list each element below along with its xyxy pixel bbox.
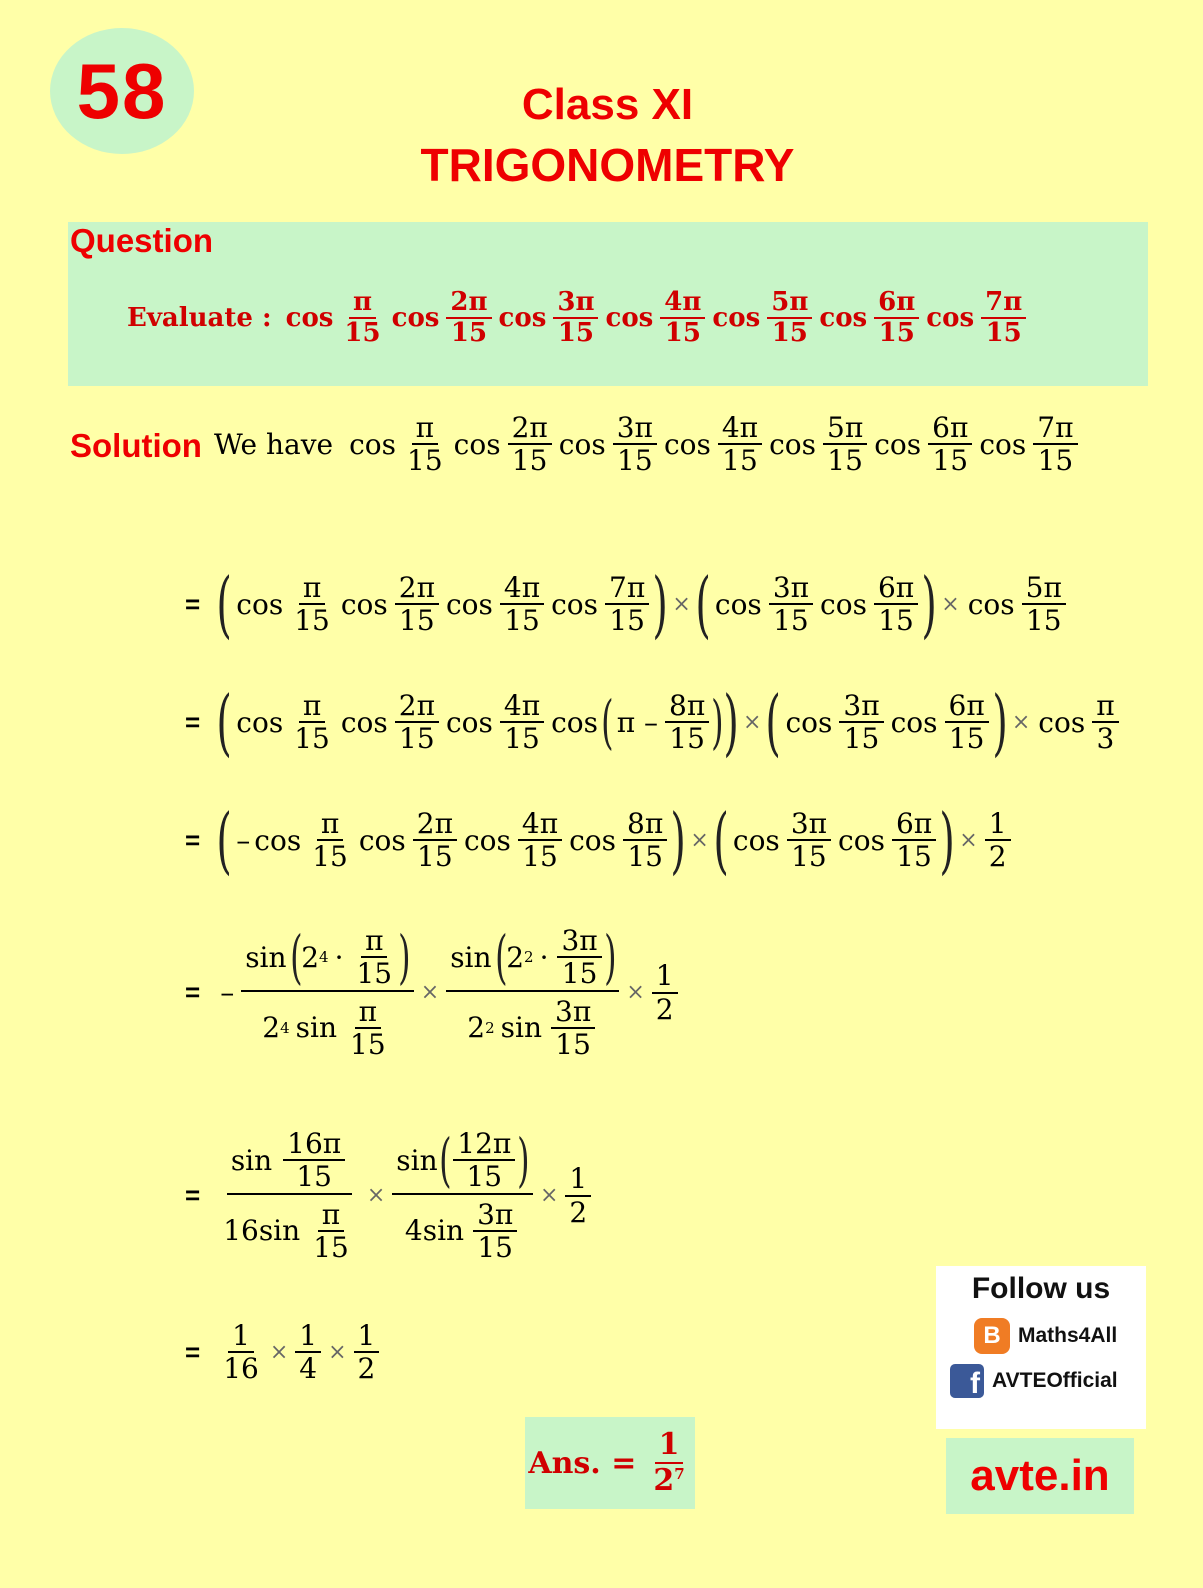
left-paren: ( xyxy=(289,923,303,992)
fraction: $\frac{2\pi}{15}$ xyxy=(508,412,552,477)
fraction: $\frac{4\pi}{15}$ xyxy=(518,808,562,873)
fraction: $\frac{3\pi}{15}$ xyxy=(787,808,831,873)
fraction: $\frac{7\pi}{15}$ xyxy=(605,572,649,637)
cos-fn: cos xyxy=(785,705,833,739)
base-two: 2 xyxy=(506,940,525,974)
sin-fn: sin xyxy=(450,940,492,974)
fraction: $\frac{1}{2}$ xyxy=(652,960,678,1025)
sin-fn: sin xyxy=(245,940,287,974)
fraction: $\frac{2\pi}{15}$ xyxy=(413,808,457,873)
cos-fn: cos xyxy=(890,705,938,739)
facebook-name: AVTEOfficial xyxy=(992,1369,1118,1392)
times-sign: × xyxy=(366,1183,386,1209)
fraction: $\frac{4\pi}{15}$ xyxy=(500,572,544,637)
fraction: $\frac{5\pi}{15}$ xyxy=(823,412,867,477)
cos-fn: cos xyxy=(358,823,406,857)
blogger-icon: B xyxy=(974,1318,1010,1354)
minus-sign: – xyxy=(220,976,235,1010)
cos-fn: cos xyxy=(605,303,654,334)
cos-fn: cos xyxy=(714,587,762,621)
fraction: $\frac{6\pi}{15}$ xyxy=(874,572,918,637)
facebook-icon: f xyxy=(950,1364,984,1398)
base-two: 2 xyxy=(301,940,320,974)
cos-fn: cos xyxy=(874,427,922,461)
step-5 xyxy=(185,1128,594,1263)
fraction: $\frac{7\pi}{15}$ xyxy=(981,288,1026,348)
fraction: $\frac{12\pi}{15}$ xyxy=(453,1128,515,1193)
cos-fn: cos xyxy=(551,705,599,739)
cos-fn: cos xyxy=(463,823,511,857)
cos-fn: cos xyxy=(558,427,606,461)
times-sign: × xyxy=(959,827,978,853)
facebook-link[interactable] xyxy=(950,1364,1146,1398)
equals-sign: = xyxy=(185,706,201,737)
fraction: $\frac{1}{4}$ xyxy=(295,1320,321,1385)
cos-fn: cos xyxy=(926,303,975,334)
fraction: $\frac{6\pi}{15}$ xyxy=(945,690,989,755)
big-fraction xyxy=(392,1128,533,1263)
cos-fn: cos xyxy=(340,587,388,621)
solution-expression xyxy=(214,412,1081,477)
equals-sign: = xyxy=(185,588,201,619)
right-paren: ) xyxy=(921,562,937,646)
coefficient-sin: 16sin xyxy=(223,1214,301,1248)
fraction: $\frac{1}{16}$ xyxy=(223,1319,259,1386)
fraction: $\frac{\pi}{15}$ xyxy=(313,1197,349,1265)
fraction: $\frac{\pi}{15}$ xyxy=(294,570,330,637)
left-paren: ( xyxy=(713,798,729,882)
step-4 xyxy=(185,925,681,1060)
fraction: $\frac{1}{2}$ xyxy=(354,1320,380,1385)
times-sign: × xyxy=(420,980,440,1006)
base-two: 2 xyxy=(262,1011,281,1045)
cos-fn: cos xyxy=(254,823,302,857)
follow-us-panel xyxy=(936,1266,1146,1429)
cos-fn: cos xyxy=(819,303,868,334)
fraction: $\frac{3\pi}{15}$ xyxy=(557,925,601,990)
blog-link[interactable] xyxy=(950,1318,1146,1354)
left-paren: ( xyxy=(765,680,782,764)
answer-label: Ans. = xyxy=(528,1445,637,1481)
fraction: $\frac{1}{2}$ xyxy=(565,1163,591,1228)
fraction: $\frac{4\pi}{15}$ xyxy=(500,690,544,755)
cos-fn: cos xyxy=(732,823,780,857)
times-sign: × xyxy=(626,980,645,1006)
exponent: 4 xyxy=(319,947,329,966)
fraction: $\frac{\pi}{15}$ xyxy=(344,287,381,349)
cos-fn: cos xyxy=(769,427,816,461)
step-6 xyxy=(185,1320,382,1385)
left-paren: ( xyxy=(216,562,232,646)
subject-title: TRIGONOMETRY xyxy=(420,139,795,191)
times-sign: × xyxy=(690,827,709,853)
fraction: $\frac{\pi}{15}$ xyxy=(350,994,386,1062)
times-sign: × xyxy=(328,1339,347,1365)
question-lead: Evaluate : xyxy=(127,303,272,334)
cos-fn: cos xyxy=(663,427,711,461)
fraction: $\frac{3\pi}{15}$ xyxy=(473,1199,517,1264)
step-1 xyxy=(185,562,1069,646)
cos-fn: cos xyxy=(569,823,617,857)
dot-sign: · xyxy=(539,940,549,974)
fraction: $\frac{1}{2}$ xyxy=(985,808,1011,873)
times-sign: × xyxy=(742,709,762,735)
fraction: $\frac{\pi}{15}$ xyxy=(294,688,330,755)
fraction: $\frac{8\pi}{15}$ xyxy=(623,808,667,873)
right-paren: ) xyxy=(711,688,724,756)
exponent: 2 xyxy=(524,947,534,966)
cos-fn: cos xyxy=(391,303,440,334)
right-paren: ) xyxy=(723,680,739,764)
cos-fn: cos xyxy=(820,587,867,621)
big-fraction xyxy=(219,1128,360,1263)
right-paren: ) xyxy=(992,680,1008,764)
cos-fn: cos xyxy=(979,427,1027,461)
blog-name: Maths4All xyxy=(1018,1324,1118,1347)
equals-sign: = xyxy=(185,977,201,1008)
left-paren: ( xyxy=(494,923,508,992)
class-title: Class XI xyxy=(521,80,694,129)
answer-denominator: $2^7$ xyxy=(653,1463,685,1498)
fraction: $\frac{3\pi}{15}$ xyxy=(769,572,813,637)
base-two: 2 xyxy=(467,1011,486,1045)
question-expression xyxy=(127,288,1029,348)
right-paren: ) xyxy=(670,798,687,882)
big-fraction xyxy=(241,925,414,1060)
fraction: $\frac{4\pi}{15}$ xyxy=(718,412,762,477)
cos-fn: cos xyxy=(498,303,547,334)
solution-lead: We have xyxy=(214,427,334,461)
sin-fn: sin xyxy=(295,1011,338,1045)
right-paren: ) xyxy=(652,562,669,646)
website-link[interactable]: avte.in xyxy=(946,1438,1134,1514)
sin-fn: sin xyxy=(230,1143,273,1177)
equals-sign: = xyxy=(185,1180,201,1211)
cos-fn: cos xyxy=(349,427,397,461)
answer-fraction xyxy=(649,1428,688,1497)
cos-fn: cos xyxy=(838,823,885,857)
cos-fn: cos xyxy=(551,587,599,621)
times-sign: × xyxy=(269,1339,289,1365)
cos-fn: cos xyxy=(236,705,284,739)
coefficient-sin: 4sin xyxy=(404,1214,465,1248)
fraction: $\frac{\pi}{15}$ xyxy=(312,806,348,873)
fraction: $\frac{\pi}{15}$ xyxy=(356,924,393,991)
equals-sign: = xyxy=(185,824,201,855)
fraction: $\frac{3\pi}{15}$ xyxy=(839,690,883,755)
right-paren: ) xyxy=(517,1126,530,1195)
dot-sign: · xyxy=(334,940,344,974)
left-paren: ( xyxy=(438,1126,452,1195)
sin-fn: sin xyxy=(396,1143,438,1177)
times-sign: × xyxy=(941,591,960,617)
answer-box xyxy=(525,1417,695,1509)
cos-fn: cos xyxy=(1038,705,1086,739)
fraction: $\frac{3\pi}{15}$ xyxy=(551,996,595,1061)
cos-fn: cos xyxy=(453,427,501,461)
sin-fn: sin xyxy=(500,1011,543,1045)
fraction: $\frac{\pi}{3}$ xyxy=(1092,690,1118,755)
cos-fn: cos xyxy=(712,303,761,334)
big-fraction xyxy=(446,925,619,1060)
cos-fn: cos xyxy=(236,587,284,621)
exponent: 2 xyxy=(485,1018,495,1037)
fraction: $\frac{7\pi}{15}$ xyxy=(1033,412,1077,477)
cos-fn: cos xyxy=(285,303,334,334)
fraction: $\frac{6\pi}{15}$ xyxy=(874,288,919,348)
cos-fn: cos xyxy=(445,587,493,621)
fraction: $\frac{6\pi}{15}$ xyxy=(928,412,972,477)
fraction: $\frac{4\pi}{15}$ xyxy=(660,288,705,348)
minus-sign: – xyxy=(236,823,251,857)
answer-numerator: 1 xyxy=(655,1428,684,1464)
cos-fn: cos xyxy=(445,705,493,739)
exponent: 4 xyxy=(280,1018,290,1037)
fraction: $\frac{3\pi}{15}$ xyxy=(613,412,657,477)
right-paren: ) xyxy=(398,923,411,992)
cos-fn: cos xyxy=(340,705,388,739)
times-sign: × xyxy=(1011,709,1031,735)
equals-sign: = xyxy=(185,1336,201,1367)
fraction: $\frac{\pi}{15}$ xyxy=(407,411,443,478)
fraction: $\frac{8\pi}{15}$ xyxy=(665,690,709,755)
right-paren: ) xyxy=(939,798,955,882)
fraction: $\frac{2\pi}{15}$ xyxy=(395,690,439,755)
fraction: $\frac{2\pi}{15}$ xyxy=(446,288,491,348)
times-sign: × xyxy=(539,1183,559,1209)
fraction: $\frac{5\pi}{15}$ xyxy=(767,288,812,348)
follow-title: Follow us xyxy=(971,1272,1111,1305)
fraction: $\frac{3\pi}{15}$ xyxy=(553,288,598,348)
times-sign: × xyxy=(672,591,691,617)
step-3 xyxy=(185,798,1014,882)
left-paren: ( xyxy=(601,688,614,756)
fraction: $\frac{2\pi}{15}$ xyxy=(395,572,439,637)
page-number-badge: 58 xyxy=(50,28,194,154)
step-2 xyxy=(185,680,1122,764)
cos-fn: cos xyxy=(967,587,1015,621)
left-paren: ( xyxy=(216,798,232,882)
pi-minus: π – xyxy=(616,705,658,739)
fraction: $\frac{16\pi}{15}$ xyxy=(283,1128,345,1193)
question-label: Question xyxy=(70,222,214,259)
left-paren: ( xyxy=(216,680,232,764)
right-paren: ) xyxy=(603,923,617,992)
fraction: $\frac{6\pi}{15}$ xyxy=(892,808,936,873)
fraction: $\frac{5\pi}{15}$ xyxy=(1022,572,1066,637)
left-paren: ( xyxy=(695,562,711,646)
solution-label: Solution xyxy=(70,427,202,464)
